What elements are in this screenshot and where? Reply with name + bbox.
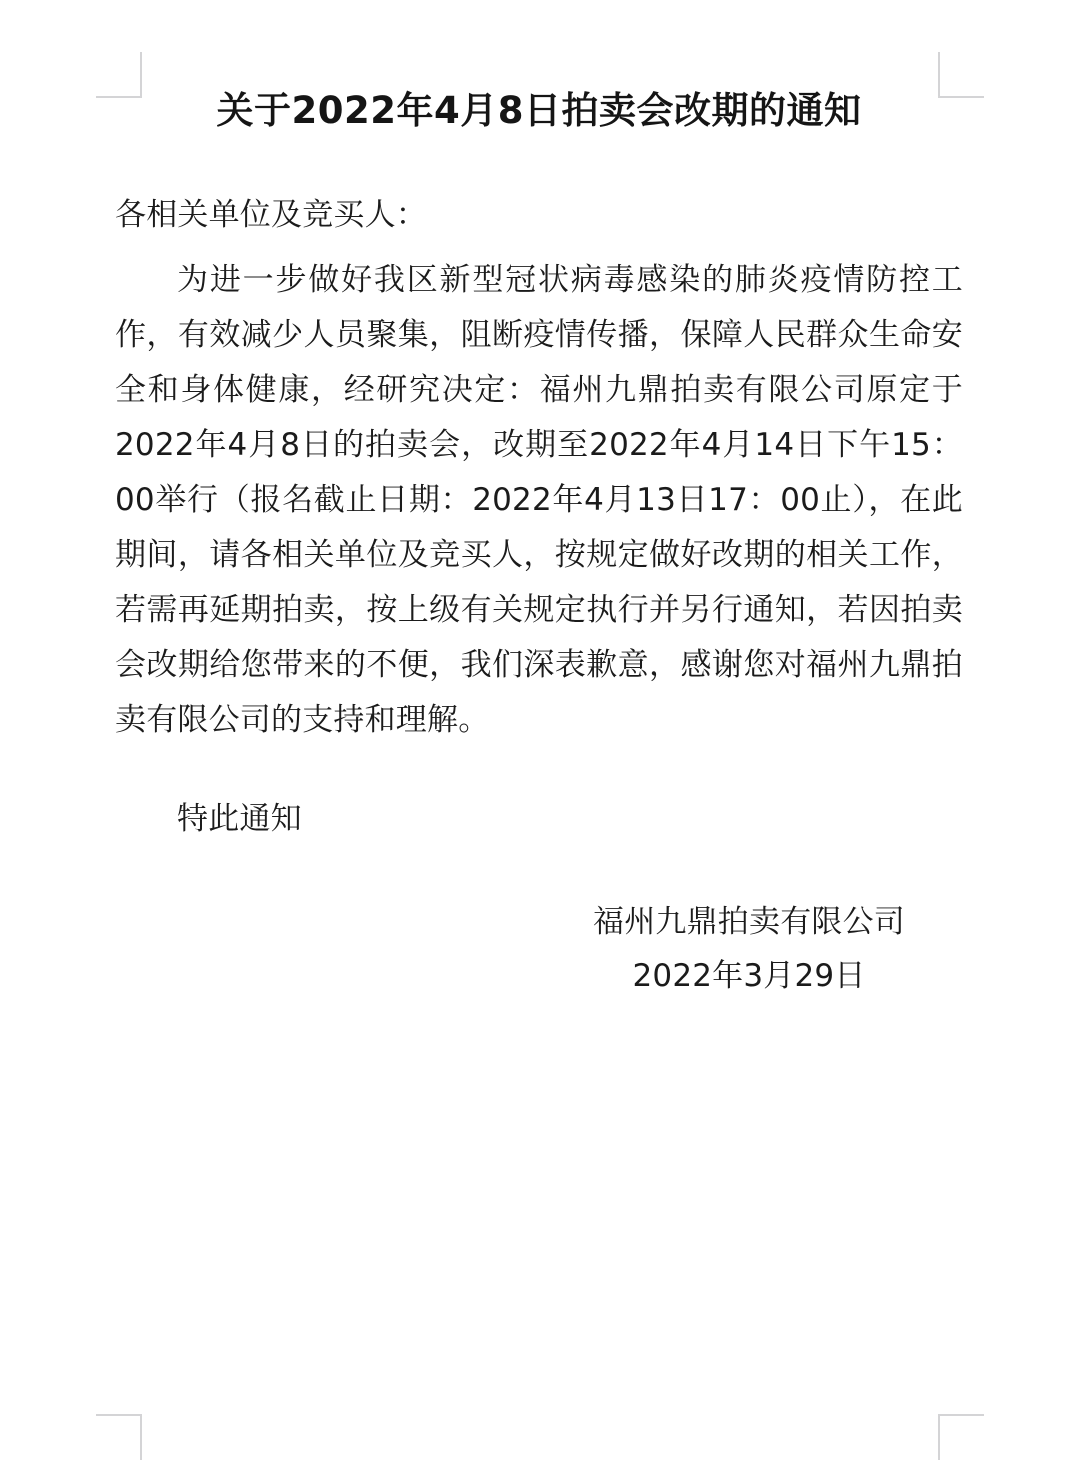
- signature-date: 2022年3月29日: [632, 958, 866, 995]
- salutation: 各相关单位及竞买人：: [115, 197, 427, 234]
- notice-body-paragraph: 为进一步做好我区新型冠状病毒感染的肺炎疫情防控工作，有效减少人员聚集，阻断疫情传播，保障人民群众生命安全和身体健康，经研究决定：福州九鼎拍卖有限公司原定于2022年4月8日的拍卖会，改期至2022年4月14日下午15：00举行（报名截止日期：2022年4月13日17：00止），在此期间，请各相关单位及竞买人，按规定做好改期的相关工作，若需再延期拍卖，按上级有关规定执行并另行通知，若因拍卖会改期给您带来的不便，我们深表歉意，感谢您对福州九鼎拍卖有限公司的支持和理解。: [115, 262, 963, 739]
- document-content: [115, 0, 963, 995]
- page-margin-mark-bottom-left: [96, 1414, 142, 1460]
- signature-block: [115, 835, 963, 995]
- signature-organization: 福州九鼎拍卖有限公司: [593, 904, 905, 941]
- closing-statement: 特此通知: [177, 801, 302, 838]
- page-margin-mark-bottom-right: [938, 1414, 984, 1460]
- document-title: 关于2022年4月8日拍卖会改期的通知: [216, 89, 862, 132]
